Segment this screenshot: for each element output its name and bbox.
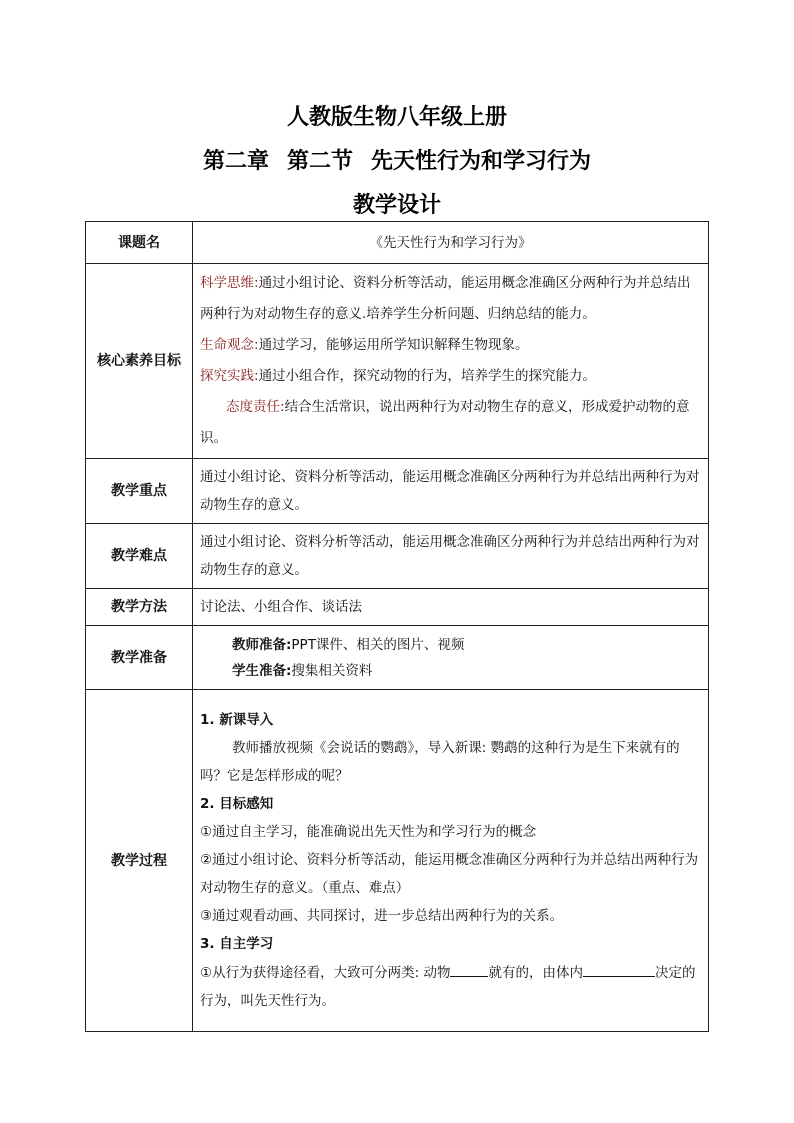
label-key-point: 教学重点	[86, 459, 193, 524]
value-process	[193, 690, 709, 1032]
goal-item	[200, 330, 701, 361]
label-prep: 教学准备	[86, 626, 193, 690]
goal-tag: 科学思维:	[200, 275, 259, 291]
process-step3-part1: ①从行为获得途径看，大致可分两类: 动物	[200, 965, 451, 981]
value-prep	[193, 626, 709, 690]
goal-text: 通过学习，能够运用所学知识解释生物现象。	[258, 337, 529, 353]
prep-teacher-label: 教师准备:	[232, 636, 292, 653]
process-step2-title: 2. 目标感知	[200, 796, 274, 812]
goal-text: 结合生活常识，说出两种行为对动物生存的意义，形成爱护动物的意识。	[200, 399, 690, 446]
table-row-key-point	[86, 459, 709, 524]
table-row-method	[86, 589, 709, 626]
label-difficulty: 教学难点	[86, 524, 193, 589]
label-process: 教学过程	[86, 690, 193, 1032]
title-section: 第二节	[286, 148, 353, 174]
goal-item	[200, 268, 701, 330]
value-key-point: 通过小组讨论、资料分析等活动，能运用概念准确区分两种行为并总结出两种行为对动物生存的意义。	[193, 459, 709, 524]
fill-blank-1[interactable]	[450, 958, 488, 977]
table-row-prep	[86, 626, 709, 690]
goal-text: 通过小组讨论、资料分析等活动，能运用概念准确区分两种行为并总结出两种行为对动物生存的意义.培养学生分析问题、归纳总结的能力。	[200, 275, 691, 322]
goal-tag: 探究实践:	[200, 368, 259, 384]
value-method: 讨论法、小组合作、谈话法	[193, 589, 709, 626]
prep-teacher-text: PPT课件、相关的图片、视频	[291, 636, 465, 653]
process-step3-title: 3. 自主学习	[200, 936, 274, 952]
document-title-block	[0, 95, 794, 227]
process-step3-text	[200, 958, 701, 1015]
prep-teacher	[200, 632, 701, 658]
title-design: 教学设计	[352, 192, 441, 218]
table-row-difficulty	[86, 524, 709, 589]
goal-tag: 生命观念:	[200, 337, 259, 353]
prep-student-label: 学生准备:	[232, 662, 292, 679]
process-step1-text: 教师播放视频《会说话的鹦鹉》，导入新课: 鹦鹉的这种行为是生下来就有的吗？它是怎样形成的呢？	[200, 740, 680, 784]
prep-student-text: 搜集相关资料	[291, 662, 373, 679]
value-goals	[193, 264, 709, 459]
lesson-plan-table	[85, 221, 709, 1032]
process-step2-item2: ②通过小组讨论、资料分析等活动，能运用概念准确区分两种行为并总结出两种行为对动物生存的意义。（重点、难点）	[200, 852, 699, 896]
process-step2-item1: ①通过自主学习，能准确说出先天性为和学习行为的概念	[200, 824, 537, 840]
table-row-process	[86, 690, 709, 1032]
fill-blank-2[interactable]	[583, 958, 655, 977]
label-goals: 核心素养目标	[86, 264, 193, 459]
value-difficulty: 通过小组讨论、资料分析等活动，能运用概念准确区分两种行为并总结出两种行为对动物生存的意义。	[193, 524, 709, 589]
goal-tag: 态度责任:	[226, 399, 285, 415]
goal-text: 通过小组合作，探究动物的行为，培养学生的探究能力。	[258, 368, 597, 384]
value-topic: 《先天性行为和学习行为》	[193, 222, 709, 264]
process-step3-part3: 决定的行为，叫先天性行为。	[200, 965, 696, 1009]
title-chapter: 第二章	[202, 148, 269, 174]
goal-item	[200, 361, 701, 392]
table-row-goals	[86, 264, 709, 459]
title-chapter-line	[0, 139, 794, 183]
title-textbook: 人教版生物八年级上册	[286, 104, 507, 130]
process-step2-item3: ③通过观看动画、共同探讨，进一步总结出两种行为的关系。	[200, 908, 564, 924]
label-method: 教学方法	[86, 589, 193, 626]
label-topic: 课题名	[86, 222, 193, 264]
title-topic: 先天性行为和学习行为	[371, 148, 592, 174]
prep-student	[200, 658, 701, 684]
table-row-topic	[86, 222, 709, 264]
process-step1-title: 1. 新课导入	[200, 712, 274, 728]
process-step3-part2: 就有的，由体内	[488, 965, 583, 981]
goal-item	[200, 392, 701, 454]
